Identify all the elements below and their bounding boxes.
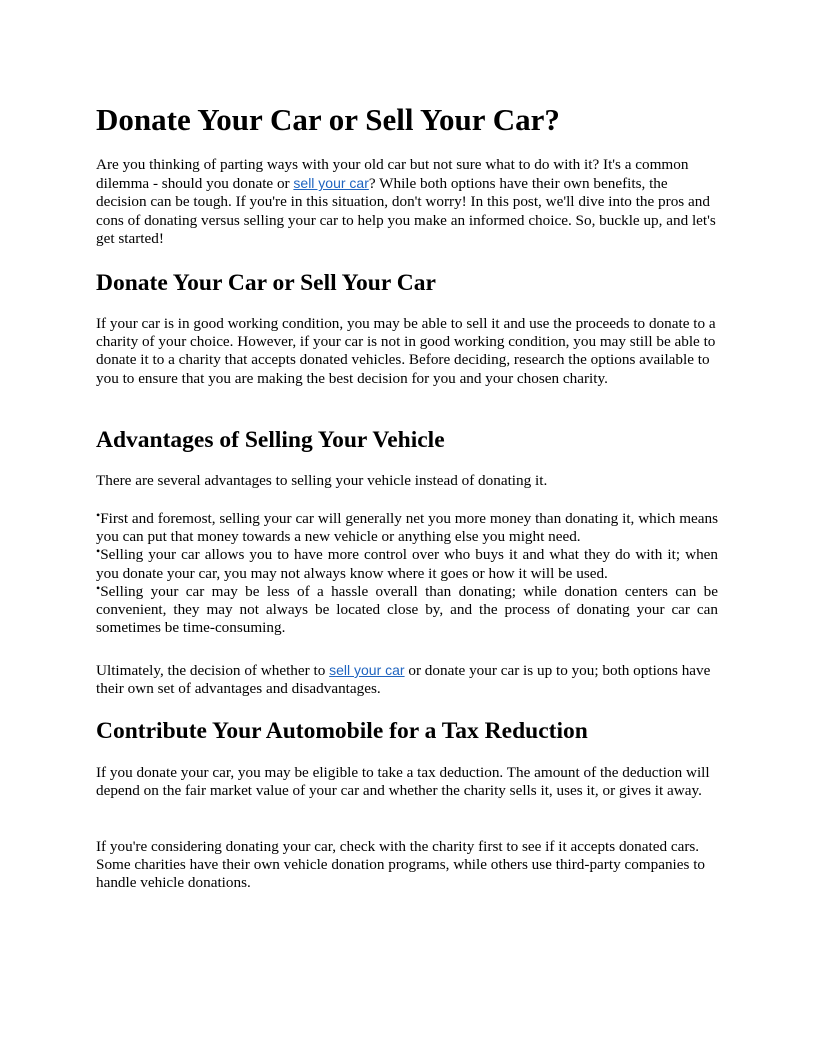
conclusion-text-before-link: Ultimately, the decision of whether to: [96, 662, 330, 679]
sell-your-car-link[interactable]: sell your car: [329, 662, 405, 678]
section-heading-advantages-selling: Advantages of Selling Your Vehicle: [96, 427, 445, 453]
section3-paragraph-2: If you're considering donating your car, check with the charity first to see if it accepts donated cars. Some charities have their own vehicle donation programs, while others use third-party companies to handle vehicle donations.: [96, 838, 706, 892]
bullet-icon: •: [96, 544, 101, 559]
advantages-list: [96, 510, 718, 637]
section-heading-donate-or-sell: Donate Your Car or Sell Your Car: [96, 270, 436, 296]
bullet-icon: •: [96, 508, 101, 522]
section1-paragraph: If your car is in good working condition, you may be able to sell it and use the proceeds to donate to a charity of your choice. However, if your car is not in good working condition, you may still be able to donate it to a charity that accepts donated vehicles. Before deciding, research the options available to you to ensure that you are making the best decision for you and your chosen charity.: [96, 315, 716, 387]
intro-text-after-link: ? While both options have their own benefits, the decision can be tough. If you're in this situation, don't worry! In this post, we'll dive into the pros and cons of donating versus selling your car to help you make an informed choice. So, buckle up, and let's get started!: [96, 175, 716, 247]
section2-conclusion-paragraph: [96, 661, 718, 698]
section3-paragraph-1: If you donate your car, you may be eligible to take a tax deduction. The amount of the deduction will depend on the fair market value of your car and whether the charity sells it, uses it, or gives it away.: [96, 764, 710, 800]
list-item: Selling your car may be less of a hassle overall than donating; while donation centers can be convenient, they may not always be located close by, and the process of donating your car can sometimes be time-consuming.: [96, 582, 718, 637]
page-title: Donate Your Car or Sell Your Car?: [96, 102, 560, 137]
section-heading-tax-reduction: Contribute Your Automobile for a Tax Reduction: [96, 718, 588, 744]
bullet-icon: •: [96, 580, 101, 595]
list-item: First and foremost, selling your car will generally net you more money than donating it, which means you can put that money towards a new vehicle or anything else you might need.: [96, 510, 718, 546]
intro-paragraph: [96, 156, 718, 248]
list-item: Selling your car allows you to have more control over who buys it and what they do with it; when you donate your car, you may not always know where it goes or how it will be used.: [96, 546, 718, 582]
conclusion-text-after-link: or donate your car is up to you; both options have their own set of advantages and disadvantages.: [96, 662, 711, 698]
section2-intro-paragraph: There are several advantages to selling your vehicle instead of donating it.: [96, 472, 548, 489]
intro-text-before-link: Are you thinking of parting ways with your old car but not sure what to do with it? It's a common dilemma - should you donate or: [96, 156, 689, 193]
sell-your-car-link[interactable]: sell your car: [293, 175, 369, 192]
